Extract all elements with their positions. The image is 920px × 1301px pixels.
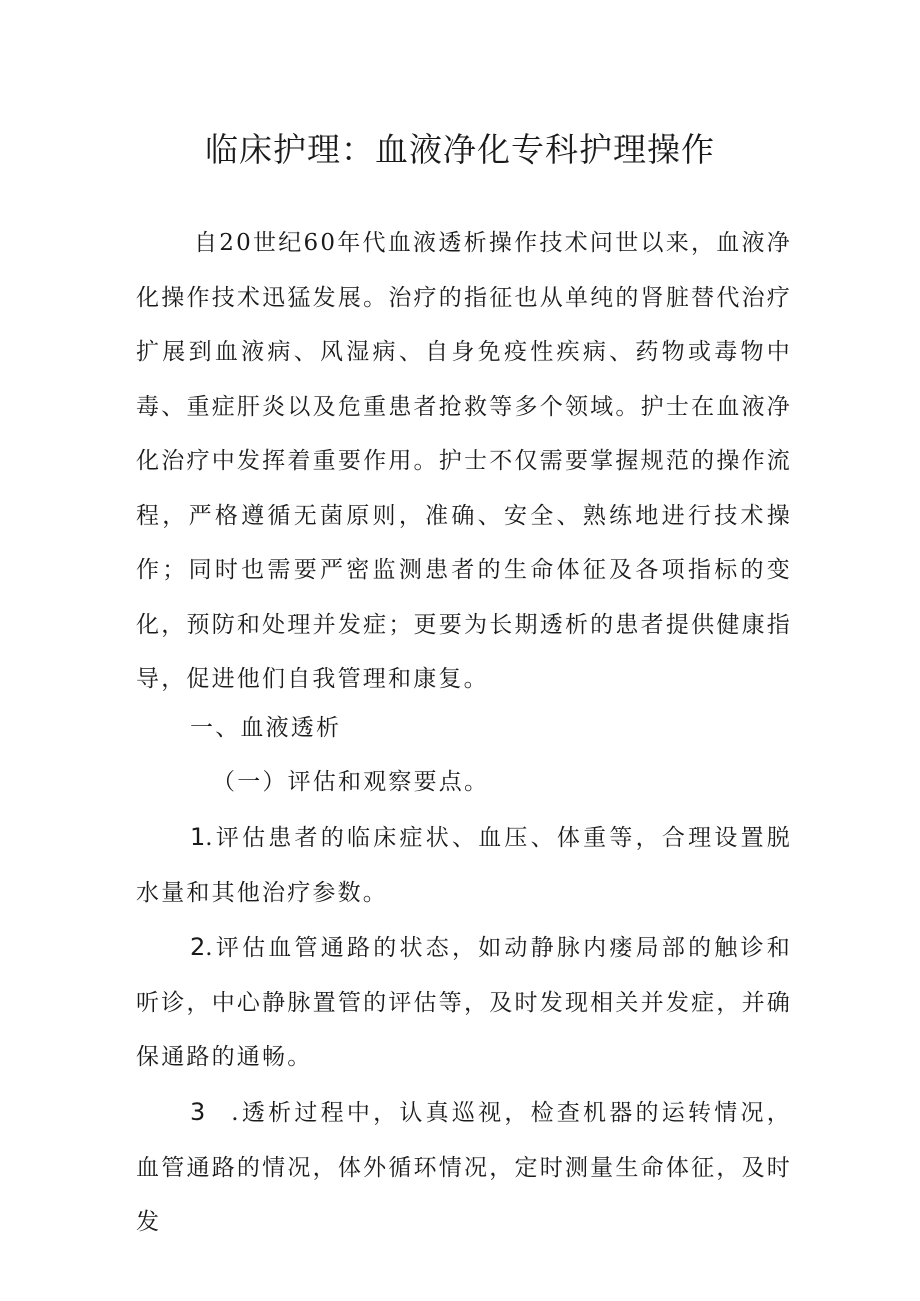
document-title: 临床护理：血液净化专科护理操作 (205, 130, 715, 169)
subsection-heading: （一）评估和观察要点。 (212, 769, 490, 795)
list-item-number: 2 (190, 933, 206, 961)
section-heading: 一、血液透析 (190, 715, 342, 741)
list-item (136, 920, 792, 1085)
list-item-number: 3 (190, 1098, 206, 1126)
list-item (136, 810, 792, 920)
list-item-text: .评估患者的临床症状、血压、体重等，合理设置脱水量和其他治疗参数。 (136, 825, 792, 906)
list-item-number: 1 (190, 823, 206, 851)
list-item-text: .透析过程中，认真巡视，检查机器的运转情况，血管通路的情况，体外循环情况，定时测量生命体征，及时发 (136, 1100, 792, 1235)
list-item-text: .评估血管通路的状态，如动静脉内瘘局部的触诊和听诊，中心静脉置管的评估等，及时发现相关并发症，并确保通路的通畅。 (136, 935, 792, 1070)
intro-paragraph: 自20世纪60年代血液透析操作技术问世以来，血液净化操作技术迅猛发展。治疗的指征也从单纯的肾脏替代治疗扩展到血液病、风湿病、自身免疫性疾病、药物或毒物中毒、重症肝炎以及危重患者抢救等多个领域。护士在血液净化治疗中发挥着重要作用。护士不仅需要掌握规范的操作流程，严格遵循无菌原则，准确、安全、熟练地进行技术操作；同时也需要严密监测患者的生命体征及各项指标的变化，预防和处理并发症；更要为长期透析的患者提供健康指导，促进他们自我管理和康复。 (136, 230, 792, 692)
list-item (136, 1085, 792, 1250)
